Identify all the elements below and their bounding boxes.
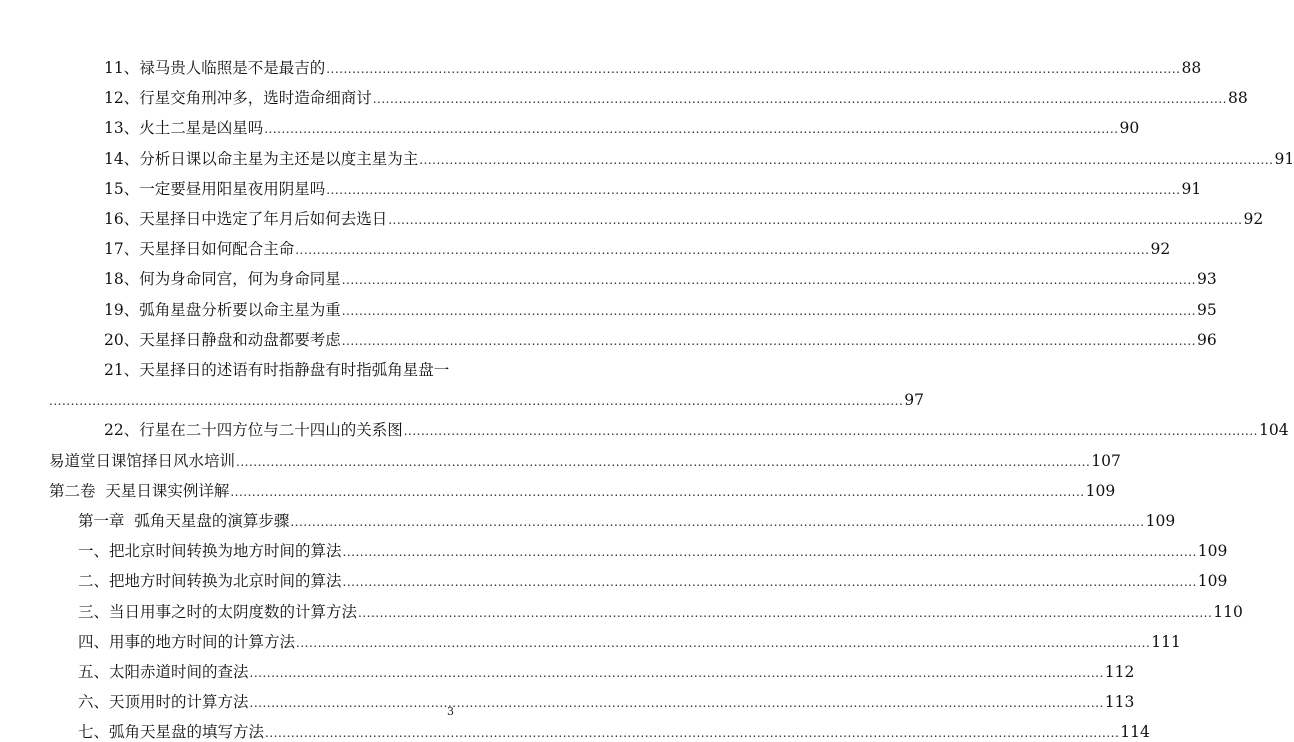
toc-leader-dots [419,151,1273,169]
toc-entry-title: 13、火土二星是凶星吗 [104,118,263,138]
toc-leader-dots [265,724,1119,742]
toc-entry[interactable] [104,263,457,289]
toc-entry-page: 111 [1151,632,1181,652]
toc-entry-title: 一、把北京时间转换为地方时间的算法 [78,541,342,561]
toc-leader-dots [326,181,1180,199]
toc-entry[interactable] [104,82,457,108]
toc-entry-page: 104 [1259,420,1289,440]
table-of-contents [0,0,510,728]
toc-entry[interactable] [104,414,457,440]
toc-entry-page: 92 [1151,239,1171,259]
toc-entry-title: 第一章 弧角天星盘的演算步骤 [78,511,289,531]
toc-leader-dots [250,664,1104,682]
toc-leader-dots [250,694,1104,712]
toc-entry[interactable] [104,233,457,259]
toc-entry-page: 109 [1198,571,1228,591]
toc-leader-dots [342,271,1196,289]
toc-leader-dots [296,634,1150,652]
toc-entry-title: 六、天顶用时的计算方法 [78,692,249,712]
toc-entry[interactable] [104,173,457,199]
toc-leader-dots [326,60,1180,78]
toc-entry[interactable] [49,475,457,501]
toc-entry-page: 90 [1120,118,1140,138]
toc-entry[interactable] [78,535,457,561]
toc-entry[interactable] [49,445,457,471]
toc-leader-dots [358,604,1212,622]
toc-entry-title: 11、禄马贵人临照是不是最吉的 [104,58,325,78]
page-number: 3 [447,705,454,718]
toc-entry[interactable] [78,686,457,712]
toc-entry-title: 22、行星在二十四方位与二十四山的关系图 [104,420,403,440]
toc-leader-dots [388,211,1242,229]
toc-entry-title: 二、把地方时间转换为北京时间的算法 [78,571,342,591]
toc-entry-title: 18、何为身命同宫，何为身命同星 [104,269,341,289]
toc-entry-title: 五、太阳赤道时间的查法 [78,662,249,682]
toc-entry-page: 88 [1228,88,1248,108]
toc-entry[interactable] [78,596,457,622]
toc-entry-title: 20、天星择日静盘和动盘都要考虑 [104,330,341,350]
toc-entry-page: 113 [1105,692,1135,712]
toc-entry[interactable] [104,354,457,380]
toc-entry-page: 88 [1182,58,1202,78]
toc-entry-page: 91 [1275,149,1294,169]
toc-entry-title: 四、用事的地方时间的计算方法 [78,632,295,652]
toc-entry-title: 19、弧角星盘分析要以命主星为重 [104,300,341,320]
toc-entry[interactable] [104,324,457,350]
toc-leader-dots [343,573,1197,591]
toc-entry[interactable] [104,52,457,78]
toc-entry-title: 15、一定要昼用阳星夜用阴星吗 [104,179,325,199]
toc-leader-dots [230,483,1084,501]
toc-entry-page: 95 [1197,300,1217,320]
toc-entry[interactable] [78,656,457,682]
toc-entry[interactable] [104,294,457,320]
toc-entry-title: 三、当日用事之时的太阴度数的计算方法 [78,602,357,622]
toc-entry-page: 109 [1086,481,1116,501]
toc-entry[interactable] [104,112,457,138]
toc-entry[interactable] [78,565,457,591]
toc-leader-dots [342,332,1196,350]
toc-entry-page: 109 [1146,511,1176,531]
toc-entry[interactable] [104,143,457,169]
toc-entry-page: 114 [1120,722,1150,742]
toc-entry-title: 21、天星择日的述语有时指静盘有时指弧角星盘一 [104,360,449,380]
toc-leader-dots [49,392,903,410]
toc-leader-dots [342,302,1196,320]
toc-entry-title: 易道堂日课馆择日风水培训 [49,451,235,471]
toc-leader-dots [290,513,1144,531]
toc-leader-dots [343,543,1197,561]
toc-entry[interactable] [78,505,457,531]
toc-entry-page: 107 [1091,451,1121,471]
toc-entry-page: 110 [1213,602,1243,622]
toc-entry-page: 97 [904,390,924,410]
toc-entry-title: 16、天星择日中选定了年月后如何去选日 [104,209,387,229]
toc-entry-title: 17、天星择日如何配合主命 [104,239,294,259]
toc-entry-page: 91 [1182,179,1202,199]
toc-leader-dots [264,120,1118,138]
toc-entry-continuation[interactable] [49,384,457,410]
toc-leader-dots [295,241,1149,259]
toc-entry-page: 93 [1197,269,1217,289]
toc-entry-page: 109 [1198,541,1228,561]
toc-leader-dots [404,422,1258,440]
toc-leader-dots [236,453,1090,471]
toc-entry-title: 14、分析日课以命主星为主还是以度主星为主 [104,149,418,169]
toc-entry-title: 第二卷 天星日课实例详解 [49,481,229,501]
toc-entry-title: 12、行星交角刑冲多，选时造命细商讨 [104,88,372,108]
toc-entry-page: 96 [1197,330,1217,350]
toc-leader-dots [373,90,1227,108]
toc-entry-page: 112 [1105,662,1135,682]
toc-entry[interactable] [78,716,457,742]
toc-entry-title: 七、弧角天星盘的填写方法 [78,722,264,742]
toc-entry[interactable] [104,203,457,229]
toc-entry-page: 92 [1244,209,1264,229]
toc-entry[interactable] [78,626,457,652]
